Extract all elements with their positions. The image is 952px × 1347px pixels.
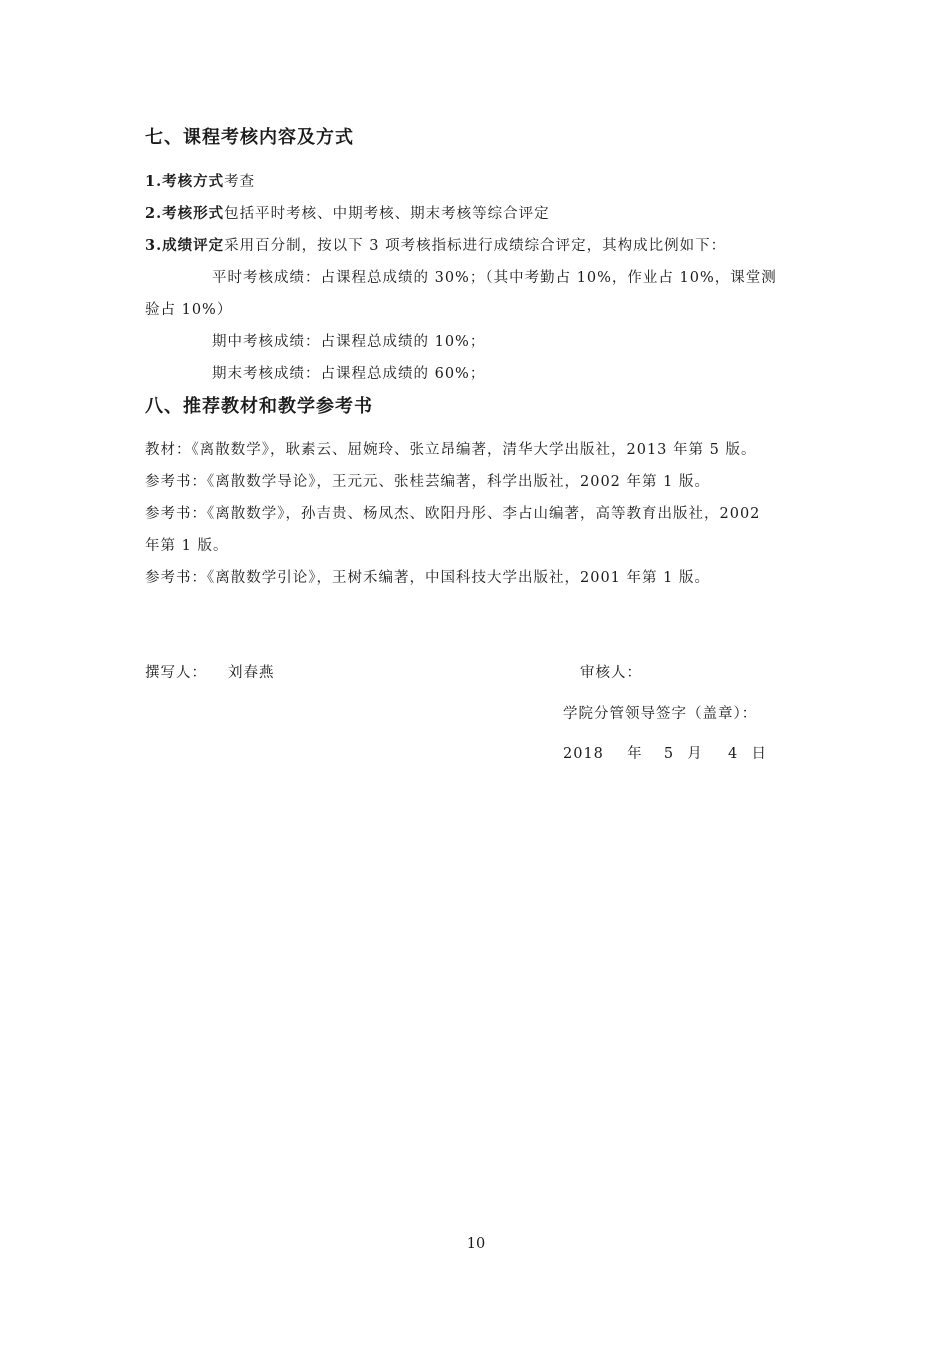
assessment-form-label: 2.考核形式 [145,205,225,222]
date-year-unit: 年 [627,746,643,762]
date-month-unit: 月 [687,746,703,762]
grade-evaluation-text: 采用百分制，按以下 3 项考核指标进行成绩综合评定，其构成比例如下： [224,238,727,254]
author-label: 撰写人： [145,665,207,681]
assessment-form [145,202,550,223]
reference-book-1: 参考书：《离散数学导论》，王元元、张桂芸编著，科学出版社，2002 年第 1 版。 [145,474,710,490]
grade-evaluation [145,234,726,255]
date-day-unit: 日 [751,746,767,762]
assessment-method-text: 考查 [224,174,256,190]
assessment-method [145,170,255,191]
author-name: 刘春燕 [228,665,275,681]
leader-signature-label: 学院分管领导签字（盖章）： [563,706,758,722]
final-grade-line: 期末考核成绩：占课程总成绩的 60%； [212,366,486,382]
section-8-heading: 八、推荐教材和教学参考书 [145,396,373,417]
assessment-method-label: 1.考核方式 [145,173,225,190]
section-7-heading: 七、课程考核内容及方式 [145,127,354,148]
reference-book-2: 参考书：《离散数学》，孙吉贵、杨凤杰、欧阳丹彤、李占山编著，高等教育出版社，2002 [145,506,761,522]
regular-grade-line: 平时考核成绩：占课程总成绩的 30%；（其中考勤占 10%，作业占 10%，课堂测 [212,270,777,286]
regular-grade-line-cont: 验占 10%） [145,302,233,318]
date-year: 2018 [563,746,604,762]
date-line [563,742,767,763]
date-day: 4 [728,746,739,762]
textbook-line: 教材：《离散数学》，耿素云、屈婉玲、张立昂编著，清华大学出版社，2013 年第 5 版。 [145,442,757,458]
page-number: 10 [466,1236,486,1252]
assessment-form-text: 包括平时考核、中期考核、期末考核等综合评定 [224,206,550,222]
date-month: 5 [663,746,675,762]
reference-book-2-cont: 年第 1 版。 [145,538,229,554]
grade-evaluation-label: 3.成绩评定 [145,237,225,254]
reviewer-label: 审核人： [580,665,642,681]
midterm-grade-line: 期中考核成绩：占课程总成绩的 10%； [212,334,486,350]
reference-book-3: 参考书：《离散数学引论》，王树禾编著，中国科技大学出版社，2001 年第 1 版。 [145,570,710,586]
